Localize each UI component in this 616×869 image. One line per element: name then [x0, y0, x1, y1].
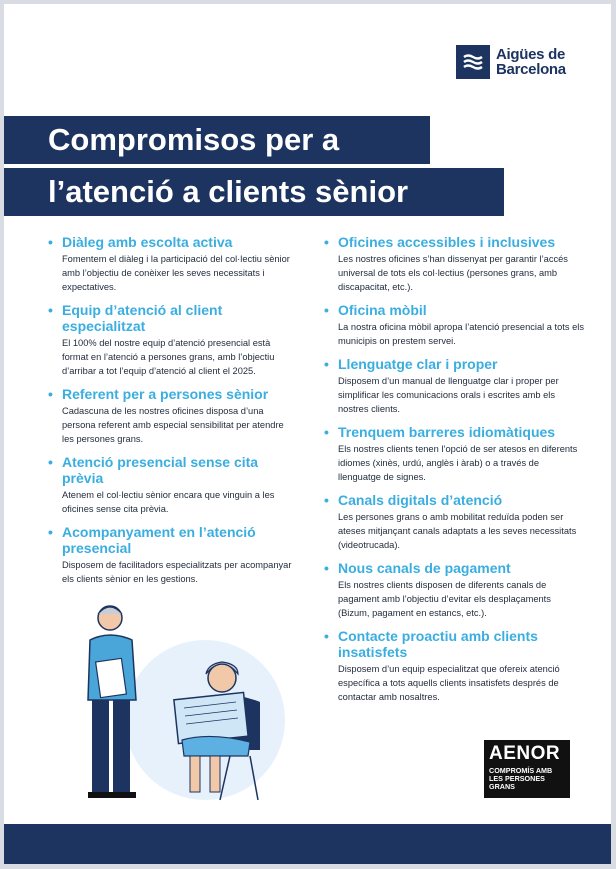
item-description: El 100% del nostre equip d’atenció presencial està format en l’atenció a persones grans, amb l’objectiu d’arribar a tot l’equip d’atenció al client el 2025. [62, 338, 275, 376]
item-description: Atenem el col·lectiu sènior encara que vinguin a les oficines sense cita prèvia. [62, 490, 275, 514]
brand-name [496, 47, 566, 77]
bullet-icon: • [324, 560, 329, 576]
man-leg-right [113, 700, 130, 792]
list-item [48, 524, 298, 586]
man-document [96, 658, 127, 697]
footer-bar [4, 824, 611, 864]
list-item [48, 386, 298, 446]
item-description: Les nostres oficines s’han dissenyat per garantir l’accés universal de tots els col·lectius (persones grans, amb discapacitat, etc.). [338, 254, 568, 292]
item-title: Llenguatge clar i proper [338, 356, 498, 372]
bullet-icon: • [48, 234, 53, 250]
bullet-icon: • [48, 386, 53, 402]
item-title: Trenquem barreres idiomàtiques [338, 424, 556, 440]
list-item [324, 424, 584, 484]
item-description: Les persones grans o amb mobilitat reduïda poden ser ateses mitjançant canals adaptats a les seves necessitats (videotrucada). [338, 512, 577, 550]
item-title: Oficines accessibles i inclusives [338, 234, 556, 250]
title-line1: Compromisos per a [4, 116, 430, 164]
list-item [48, 454, 298, 516]
item-title: Diàleg amb escolta activa [62, 234, 233, 250]
left-column [48, 234, 298, 594]
poster-page [4, 4, 611, 864]
bullet-icon: • [48, 302, 53, 318]
list-item [324, 492, 584, 552]
list-item [48, 302, 298, 378]
item-description: Fomentem el diàleg i la participació del col·lectiu sènior amb l’objectiu de conèixer les seves necessitats i expectatives. [62, 254, 290, 292]
list-item [48, 234, 298, 294]
man-shoe-right [112, 792, 136, 798]
man-leg-left [92, 700, 109, 792]
list-item [324, 628, 584, 704]
bullet-icon: • [324, 234, 329, 250]
bullet-icon: • [48, 454, 53, 470]
item-title: Oficina mòbil [338, 302, 427, 318]
item-description: Els nostres clients disposen de diferents canals de pagament amb l’objectiu d’evitar els desplaçaments (Bizum, pagament en estancs, etc.). [338, 580, 551, 618]
aigues-logo [456, 44, 576, 80]
senior-people-illustration [60, 600, 290, 810]
woman-leg-left [190, 756, 200, 792]
item-description: Disposem d’un manual de llenguatge clar i proper per simplificar les comunicacions orals i escrites amb els nostres clients. [338, 376, 559, 414]
aenor-caption: COMPROMÍS AMB LES PERSONES GRANS [489, 766, 553, 791]
item-title: Contacte proactiu amb clients insatisfets [338, 628, 538, 660]
item-title: Equip d’atenció al client especialitzat [62, 302, 223, 334]
item-description: Disposem d’un equip especialitzat que ofereix atenció específica a tots aquells clients insatisfets després de contactar amb nosaltres. [338, 664, 560, 702]
aenor-logo: AENOR [489, 743, 561, 764]
bullet-icon: • [324, 424, 329, 440]
brand-line2: Barcelona [496, 61, 566, 78]
list-item [324, 302, 584, 348]
item-title: Referent per a persones sènior [62, 386, 269, 402]
list-item [324, 560, 584, 620]
item-title: Canals digitals d’atenció [338, 492, 503, 508]
brand-line1: Aigües de [496, 46, 565, 63]
item-title: Acompanyament en l’atenció presencial [62, 524, 256, 556]
item-title: Nous canals de pagament [338, 560, 511, 576]
item-description: Disposem de facilitadors especialitzats per acompanyar els clients sènior en les gestions. [62, 560, 292, 584]
list-item [324, 356, 584, 416]
wave-icon [456, 45, 490, 79]
woman-skirt [182, 736, 250, 756]
bullet-icon: • [324, 356, 329, 372]
man-shoe-left [88, 792, 112, 798]
title-line2: l’atenció a clients sènior [4, 168, 504, 216]
woman-leg-right [210, 756, 220, 792]
item-description: Cadascuna de les nostres oficines disposa d’una persona referent amb especial sensibilitat per atendre les persones grans. [62, 406, 284, 444]
bullet-icon: • [324, 492, 329, 508]
item-title: Atenció presencial sense cita prèvia [62, 454, 259, 486]
item-description: La nostra oficina mòbil apropa l’atenció presencial a tots els municipis on prestem servei. [338, 322, 584, 346]
list-item [324, 234, 584, 294]
aenor-seal [484, 740, 570, 798]
item-description: Els nostres clients tenen l’opció de ser atesos en diferents idiomes (xinès, urdú, anglès i àrab) o a través de llenguatge de signes. [338, 444, 578, 482]
man-hair [98, 607, 122, 614]
right-column [324, 234, 584, 712]
bullet-icon: • [324, 302, 329, 318]
bullet-icon: • [324, 628, 329, 644]
bullet-icon: • [48, 524, 53, 540]
